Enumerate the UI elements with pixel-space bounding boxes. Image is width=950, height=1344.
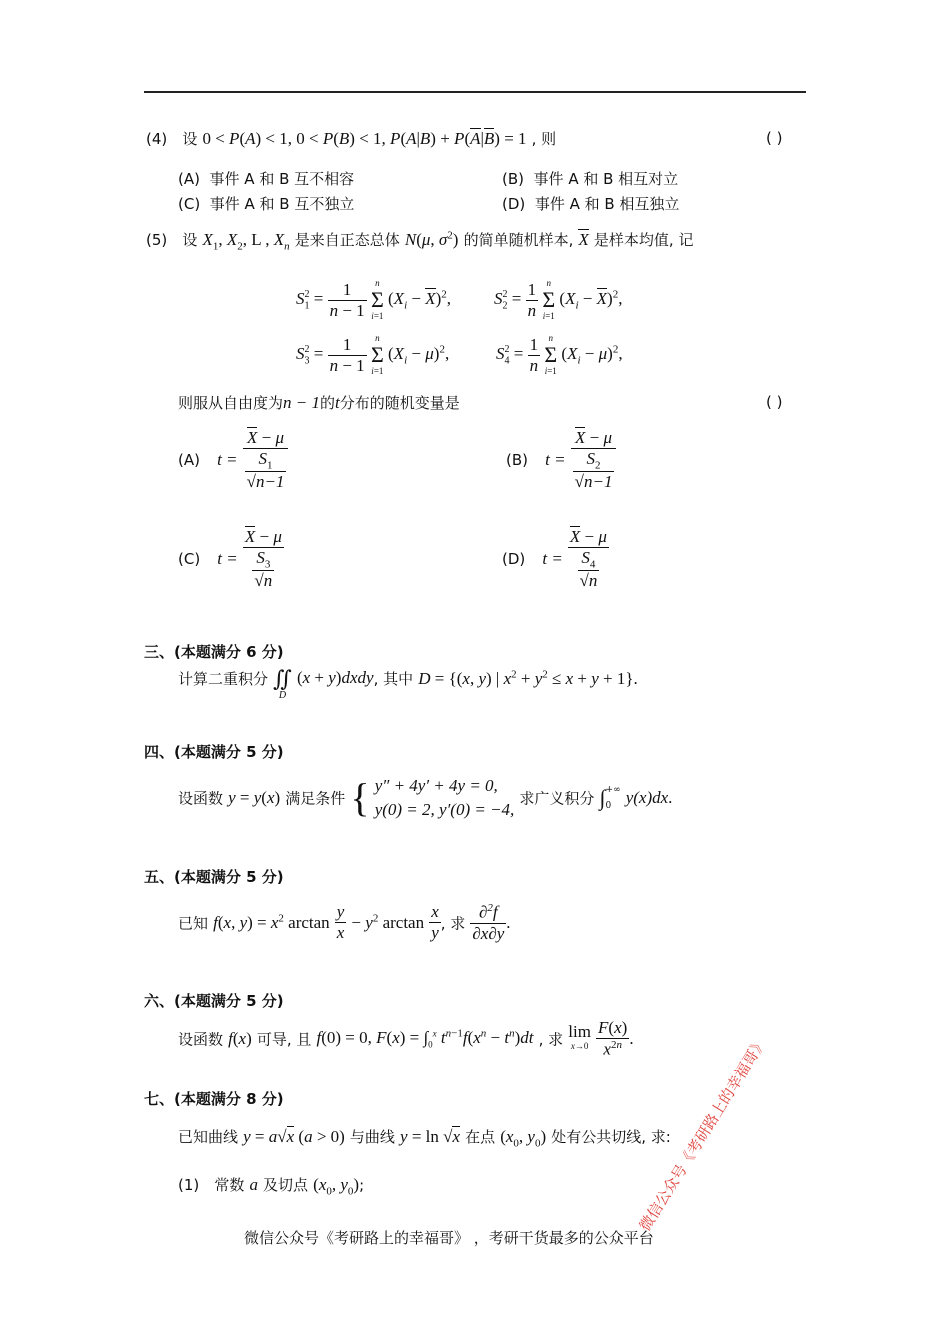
s6-heading: 六、(本题满分 5 分) [144, 992, 284, 1010]
s7-heading: 七、(本题满分 8 分) [144, 1090, 284, 1108]
q5-option-d: (D) t = $\frac{X - \mu}{\frac{S_4}{√n}}$ [502, 527, 607, 591]
q5-answer-paren: ( ) [766, 393, 783, 411]
q4-answer-paren: ( ) [766, 129, 783, 147]
q4-label: (4) [146, 130, 168, 148]
q4-option-d: (D) 事件 A 和 B 相互独立 [502, 195, 680, 213]
q5-label: (5) [146, 231, 168, 249]
s5-body: 已知 f(x, $y) = x^2$ arctan $\frac{y}{x}$ − $y^2$ arctan $\frac{x}{y}$ , 求 $\frac{\partial^2f}{\partial x\partial y}$ . [178, 902, 511, 943]
s7-sub1: (1) 常数 a 及切点 ($x_0$, $y_0$); [178, 1175, 365, 1198]
q4-stem: (4) 设 0 < P(A) < 1, 0 < P(B) < 1, P(A|B) + P(A|B) = 1 , 则 [146, 129, 557, 148]
q4-option-c: (C) 事件 A 和 B 互不独立 [178, 195, 355, 213]
s4-body: 设函数 y = y(x) 满足条件 { y″ + 4y′ + 4y = 0, y(0) = 2, y′(0) = −4, 求广义积分 ∫ +∞ 0 y(x)dx. [178, 775, 673, 820]
q5-stem: (5) 设 $X_1$, $X_2$, L , $X_n$ 是来自正态总体 N(μ, $\sigma^2$) 的简单随机样本, X 是样本均值, 记 [146, 229, 694, 253]
q5-option-b: (B) t = $\frac{X - \mu}{\frac{S_2}{√n-1}}$ [506, 428, 616, 492]
s6-body: 设函数 f(x) 可导, 且 f(0) = 0, $F(x) = \int_0^x$ $t^{n-1}f(x^n - t^n)dt$ , 求 lim x→0 $\frac{F(x)}{x^{2n}}$ . [178, 1018, 634, 1059]
q4-condition: 0 < P(A) < 1, 0 < P(B) < 1, P(A|B) + P(A|B) = 1 [202, 129, 527, 148]
footer-text: 微信公众号《考研路上的幸福哥》 ，考研干货最多的公众平台 [244, 1229, 654, 1247]
s3-heading: 三、(本题满分 6 分) [144, 643, 284, 661]
q5-option-c: (C) t = $\frac{X - \mu}{\frac{S_3}{√n}}$ [178, 527, 282, 591]
s5-heading: 五、(本题满分 5 分) [144, 868, 284, 886]
q4-option-b: (B) 事件 A 和 B 相互对立 [502, 170, 679, 188]
q5-formula-s1: $S_1^2$ = $\frac{1}{n - 1}$ n Σ i=1 $(X_i - X)^2$, [296, 278, 452, 321]
s4-heading: 四、(本题满分 5 分) [144, 743, 284, 761]
q5-formula-s2: $S_2^2$ = $\frac{1}{n}$ n Σ i=1 $(X_i - X)^2$, [494, 278, 623, 321]
q5-option-a: (A) t = $\frac{X - \mu}{\frac{S_1}{√n-1}}$ [178, 428, 288, 492]
watermark: 微信公众号《考研路上的幸福哥》 [635, 1033, 771, 1235]
q4-option-a: (A) 事件 A 和 B 互不相容 [178, 170, 355, 188]
s3-body: 计算二重积分 ∬ D (x + y)dxdy, 其中 D = {(x, y) | $x^2 + y^2 \le x + y + 1$}. [178, 666, 638, 701]
q5-formula-s3: $S_3^2$ = $\frac{1}{n - 1}$ n Σ i=1 $(X_i - \mu)^2$, [296, 333, 450, 376]
s7-body: 已知曲线 y = a√x (a > 0) 与曲线 y = ln √x 在点 ($x_0$, $y_0$) 处有公共切线, 求: [178, 1127, 671, 1150]
header-rule [144, 91, 806, 93]
q5-question: 则服从自由度为n − 1的t分布的随机变量是 [178, 393, 460, 412]
q5-formula-s4: $S_4^2$ = $\frac{1}{n}$ n Σ i=1 $(X_i - \mu)^2$, [496, 333, 623, 376]
